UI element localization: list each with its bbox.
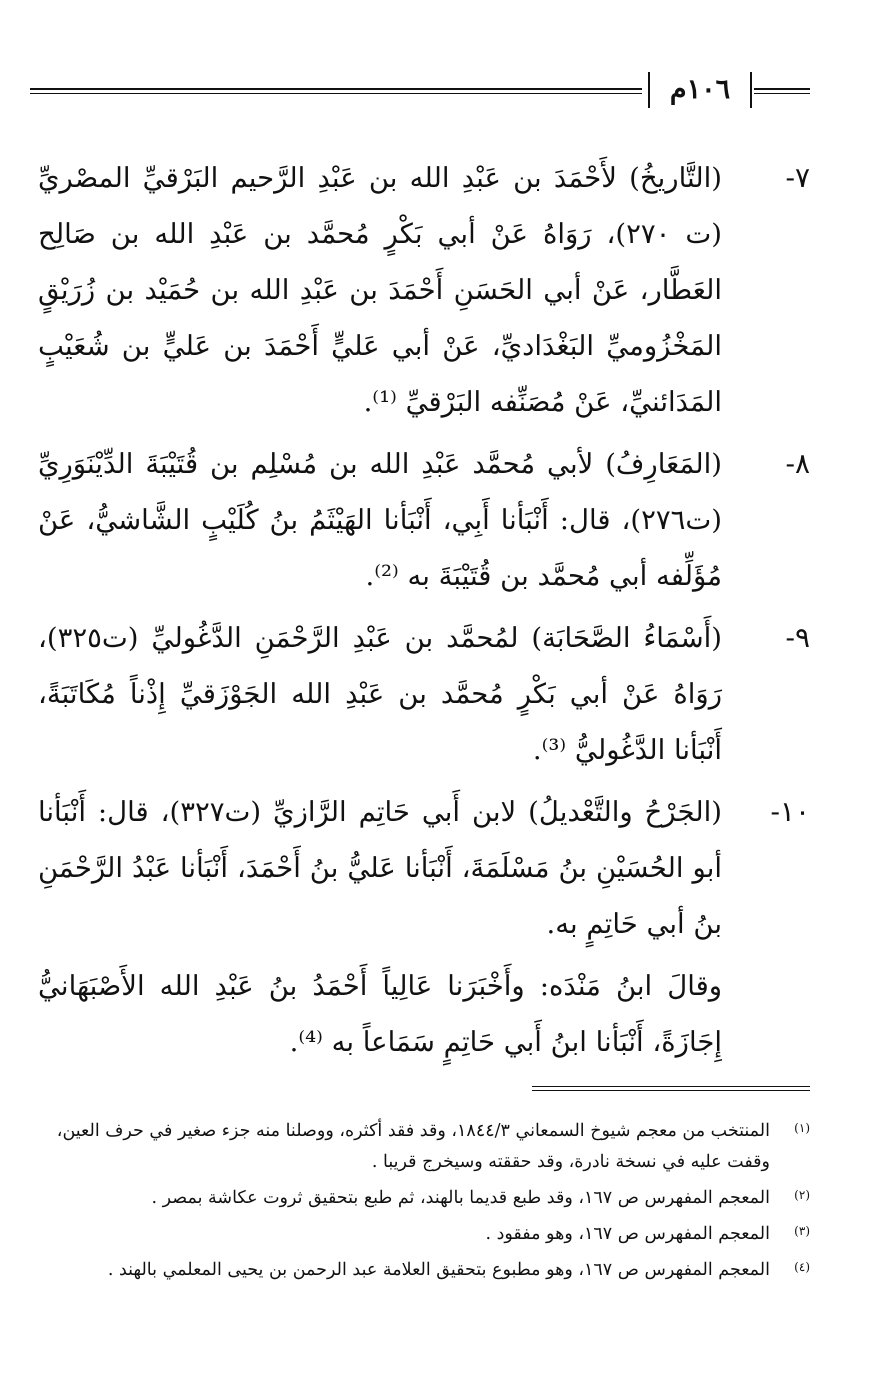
footnote-4 [38,1255,810,1286]
footnote-number: (١) [794,1121,810,1135]
footnote-text: المعجم المفهرس ص ١٦٧، وقد طبع قديما بالهند، ثم طبع بتحقيق ثروت عكاشة بمصر . [151,1188,770,1208]
entry-number: ٩- [785,621,810,654]
footnote-text: المعجم المفهرس ص ١٦٧، وهو مطبوع بتحقيق العلامة عبد الرحمن بن يحيى المعلمي بالهند . [107,1260,770,1280]
extra-paragraph: وقالَ ابنُ مَنْدَه: وأَخْبَرَنا عَالِياً أَحْمَدُ بنُ عَبْدِ الله الأَصْبَهَانيُّ إِجَازَةً، أَنْبَأنا ابنُ أَبي حَاتِمٍ سَمَاعاً به ⁽⁴⁾. [38,970,722,1058]
footnotes [38,1116,810,1291]
footnote-number: (٢) [794,1188,810,1202]
footnote-1 [38,1116,810,1178]
header-rule-left [30,88,642,94]
footnote-3 [38,1219,810,1250]
entry-9 [38,610,810,778]
entry-text: (أَسْمَاءُ الصَّحَابَة) لمُحمَّد بن عَبْدِ الرَّحْمَنِ الدَّغُوليِّ (ت٣٢٥)، رَوَاهُ عَنْ أبي بَكْرٍ مُحمَّد بن عَبْدِ الله الجَوْزَقيِّ إِذْناً مُكَاتَبَةً، أَنْبَأنا الدَّغُوليُّ ⁽³⁾. [38,622,722,766]
page-header [30,72,810,112]
entry-text: (التَّاريخُ) لأَحْمَدَ بن عَبْدِ الله بن عَبْدِ الرَّحيم البَرْقيِّ المصْريِّ (ت ٢٧٠)، رَوَاهُ عَنْ أبي بَكْرٍ مُحمَّد بن عَبْدِ الله بن صَالِح العَطَّار، عَنْ أبي الحَسَنِ أَحْمَدَ بن عَبْدِ الله بن حُمَيْد بن زُرَيْقٍ المَخْزُوميِّ البَغْدَاديِّ، عَنْ أبي عَليٍّ أَحْمَدَ بن عَليٍّ بن شُعَيْبٍ المَدَائنيِّ، عَنْ مُصَنِّفه البَرْقيِّ ⁽¹⁾. [38,162,723,418]
entry-number: ٧- [785,161,810,194]
footnote-number: (٣) [794,1224,810,1238]
footnote-text: المنتخب من معجم شيوخ السمعاني ١٨٤٤/٣، وقد فقد أكثره، ووصلنا منه جزء صغير في حرف العين، وقفت عليه في نسخة نادرة، وقد حققته وسيخرج قريبا . [56,1121,770,1172]
footnote-2 [38,1183,810,1214]
entry-text: (الجَرْحُ والتَّعْديلُ) لابن أَبي حَاتِم الرَّازيِّ (ت٣٢٧)، قال: أَنْبَأنا أبو الحُسَيْنِ بنُ مَسْلَمَةَ، أَنْبَأنا عَليُّ بنُ أَحْمَدَ، أَنْبَأنا عَبْدُ الرَّحْمَنِ بنُ أبي حَاتِمٍ به. [38,796,722,940]
entry-text: (المَعَارِفُ) لأبي مُحمَّد عَبْدِ الله بن مُسْلِم بن قُتَيْبَةَ الدِّيْنَوَرِيِّ (ت٢٧٦)، قال: أَنْبَأنا أَبِي، أَنْبَأنا الهَيْثَمُ بنُ كُلَيْبٍ الشَّاشيُّ، عَنْ مُؤَلِّفه أبي مُحمَّد بن قُتَيْبَةَ به ⁽²⁾. [38,448,722,592]
page-number: ١٠٦م [648,72,752,108]
entry-7 [38,150,810,430]
footnote-text: المعجم المفهرس ص ١٦٧، وهو مفقود . [485,1224,770,1244]
entry-8 [38,436,810,604]
footnote-separator [532,1086,810,1091]
main-text [38,150,810,1070]
header-rule-right [754,88,810,94]
entry-10 [38,784,810,952]
entry-number: ١٠- [770,795,810,828]
entry-number: ٨- [785,447,810,480]
footnote-number: (٤) [794,1260,810,1274]
